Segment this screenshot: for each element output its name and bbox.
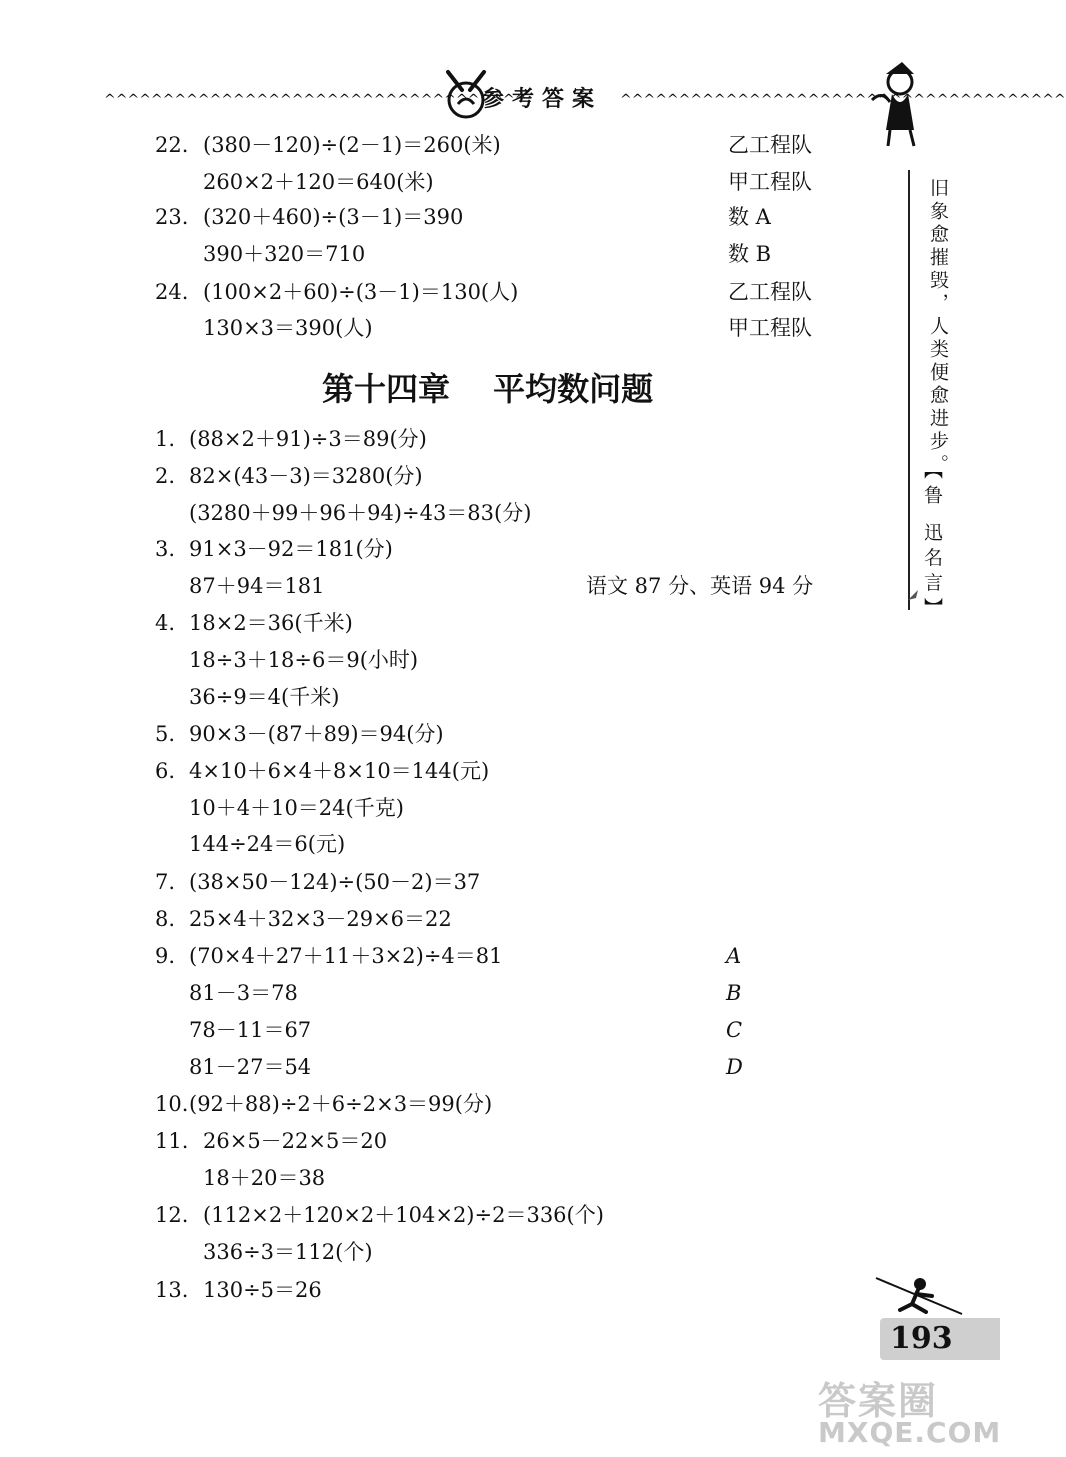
problem-answer: B (726, 981, 742, 1005)
header-zigzag-right: ^^^^^^^^^^^^^^^^^^^^^^^^^^^^^^^^^^^^^^ (620, 92, 1066, 108)
watermark (818, 1370, 1002, 1454)
problem-expression: (380－120)÷(2－1)＝260(米) (203, 133, 501, 157)
problem-number: 10. (155, 1092, 189, 1116)
problem-number: 13. (155, 1278, 189, 1302)
problem-expression: (3280＋99＋96＋94)÷43＝83(分) (189, 501, 532, 525)
problem-answer: 甲工程队 (728, 170, 812, 194)
problem-expression: 90×3－(87＋89)＝94(分) (189, 722, 444, 746)
arrow-icon (906, 588, 920, 602)
problem-number: 23. (155, 205, 189, 229)
runner-figure-icon (872, 1270, 964, 1320)
problem-expression: 390＋320＝710 (203, 242, 366, 266)
cartoon-figure-icon (862, 60, 942, 150)
problem-number: 9. (155, 944, 176, 968)
problem-number: 12. (155, 1203, 189, 1227)
problem-expression: (100×2＋60)÷(3－1)＝130(人) (203, 280, 519, 304)
problem-expression: 82×(43－3)＝3280(分) (189, 464, 423, 488)
problem-expression: 25×4＋32×3－29×6＝22 (189, 907, 452, 931)
problem-answer: A (726, 944, 742, 968)
problem-expression: (92＋88)÷2＋6÷2×3＝99(分) (189, 1092, 493, 1116)
problem-answer: 甲工程队 (728, 316, 812, 340)
problem-number: 4. (155, 611, 176, 635)
problem-number: 5. (155, 722, 176, 746)
problem-expression: 130÷5＝26 (203, 1278, 322, 1302)
problem-expression: 87＋94＝181 (189, 574, 325, 598)
problem-expression: 130×3＝390(人) (203, 316, 373, 340)
problem-expression: 144÷24＝6(元) (189, 832, 346, 856)
problem-expression: 91×3－92＝181(分) (189, 537, 393, 561)
problem-expression: 4×10＋6×4＋8×10＝144(元) (189, 759, 490, 783)
problem-number: 24. (155, 280, 189, 304)
problem-expression: (88×2＋91)÷3＝89(分) (189, 427, 427, 451)
problem-expression: 10＋4＋10＝24(千克) (189, 796, 404, 820)
problem-expression: (38×50－124)÷(50－2)＝37 (189, 870, 481, 894)
sidebar-author: 【鲁 迅名言】 (921, 460, 943, 623)
watermark-url: MXQE.COM (818, 1416, 1002, 1449)
problem-expression: 36÷9＝4(千米) (189, 685, 340, 709)
chapter-title: 第十四章 平均数问题 (322, 370, 654, 408)
problem-answer: 数 B (728, 242, 772, 266)
problem-answer: D (726, 1055, 743, 1079)
problem-number: 2. (155, 464, 176, 488)
problem-expression: 336÷3＝112(个) (203, 1240, 373, 1264)
header-title: 参考答案 (482, 87, 603, 112)
problem-number: 7. (155, 870, 176, 894)
problem-expression: 260×2＋120＝640(米) (203, 170, 434, 194)
problem-number: 11. (155, 1129, 189, 1153)
problem-number: 3. (155, 537, 176, 561)
problem-number: 1. (155, 427, 176, 451)
problem-expression: (112×2＋120×2＋104×2)÷2＝336(个) (203, 1203, 604, 1227)
problem-expression: 26×5－22×5＝20 (203, 1129, 388, 1153)
problem-expression: 18＋20＝38 (203, 1166, 326, 1190)
problem-expression: (70×4＋27＋11＋3×2)÷4＝81 (189, 944, 503, 968)
problem-answer: 乙工程队 (728, 280, 812, 304)
problem-expression: 81－3＝78 (189, 981, 298, 1005)
problem-expression: 81－27＝54 (189, 1055, 312, 1079)
problem-expression: (320＋460)÷(3－1)＝390 (203, 205, 464, 229)
problem-answer: 语文 87 分、英语 94 分 (586, 574, 814, 598)
page-number: 193 (890, 1321, 953, 1356)
sidebar-quote: 旧象愈摧毁，人类便愈进步。 (927, 178, 949, 477)
problem-number: 8. (155, 907, 176, 931)
problem-expression: 78－11＝67 (189, 1018, 312, 1042)
problem-answer: C (726, 1018, 743, 1042)
problem-answer: 乙工程队 (728, 133, 812, 157)
problem-answer: 数 A (728, 205, 771, 229)
watermark-text: 答案圈 (818, 1379, 939, 1423)
problem-number: 6. (155, 759, 176, 783)
problem-number: 22. (155, 133, 189, 157)
problem-expression: 18÷3＋18÷6＝9(小时) (189, 648, 419, 672)
header-zigzag-left: ^^^^^^^^^^^^^^^^^^^^^^^^^^^^^^^^^^^^ (104, 92, 527, 108)
problem-expression: 18×2＝36(千米) (189, 611, 353, 635)
